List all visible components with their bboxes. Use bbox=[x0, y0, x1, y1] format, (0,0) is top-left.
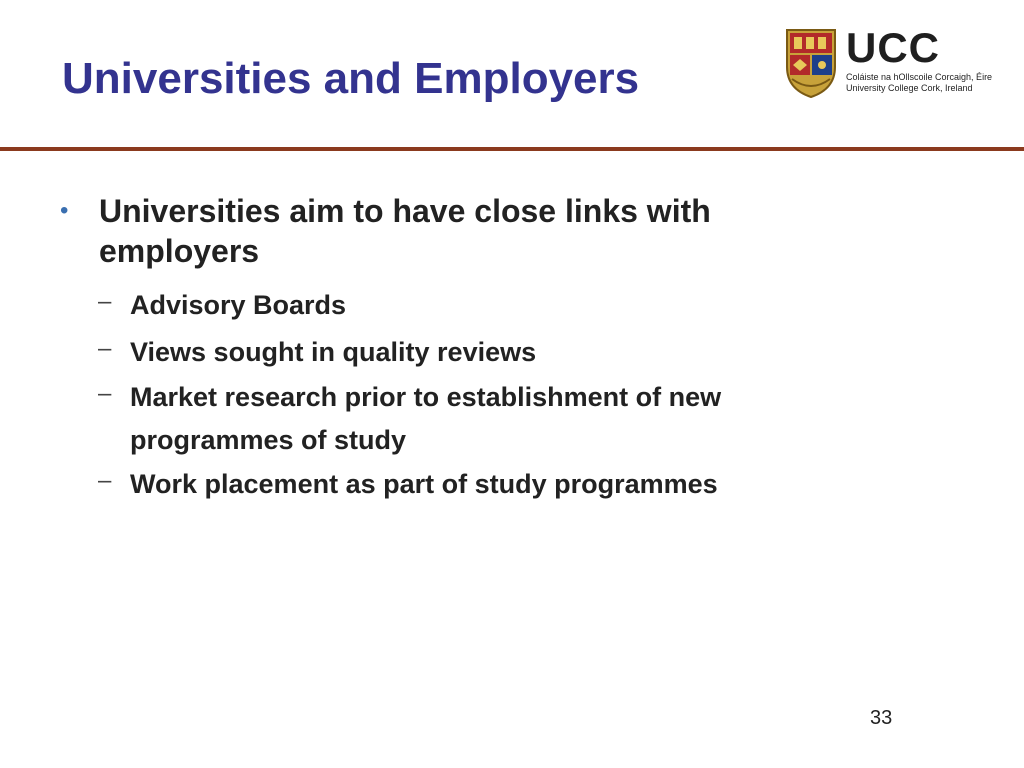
page-number: 33 bbox=[870, 707, 893, 729]
sub-item-text: Market research prior to establishment of new programmes of study bbox=[130, 382, 722, 455]
bullet-text: Universities aim to have close links with employers bbox=[99, 193, 711, 269]
sub-item-text: Views sought in quality reviews bbox=[130, 337, 537, 367]
logo-wordmark: UCC bbox=[846, 24, 940, 71]
crest-icon bbox=[784, 27, 838, 99]
sub-item-marker: – bbox=[98, 335, 112, 362]
sub-item-text: Work placement as part of study programmes bbox=[130, 469, 718, 499]
sub-item-marker: – bbox=[98, 380, 112, 407]
title-divider bbox=[0, 147, 1024, 151]
sub-item-marker: – bbox=[98, 467, 112, 494]
logo-irish-name: Coláiste na hOllscoile Corcaigh, Éire bbox=[846, 72, 993, 82]
sub-item-marker: – bbox=[98, 288, 112, 315]
sub-item-text: Advisory Boards bbox=[130, 290, 347, 320]
logo-english-name: University College Cork, Ireland bbox=[846, 83, 973, 93]
slide-title: Universities and Employers bbox=[62, 54, 640, 103]
ucc-logo bbox=[784, 24, 993, 99]
bullet-marker: • bbox=[60, 197, 69, 224]
